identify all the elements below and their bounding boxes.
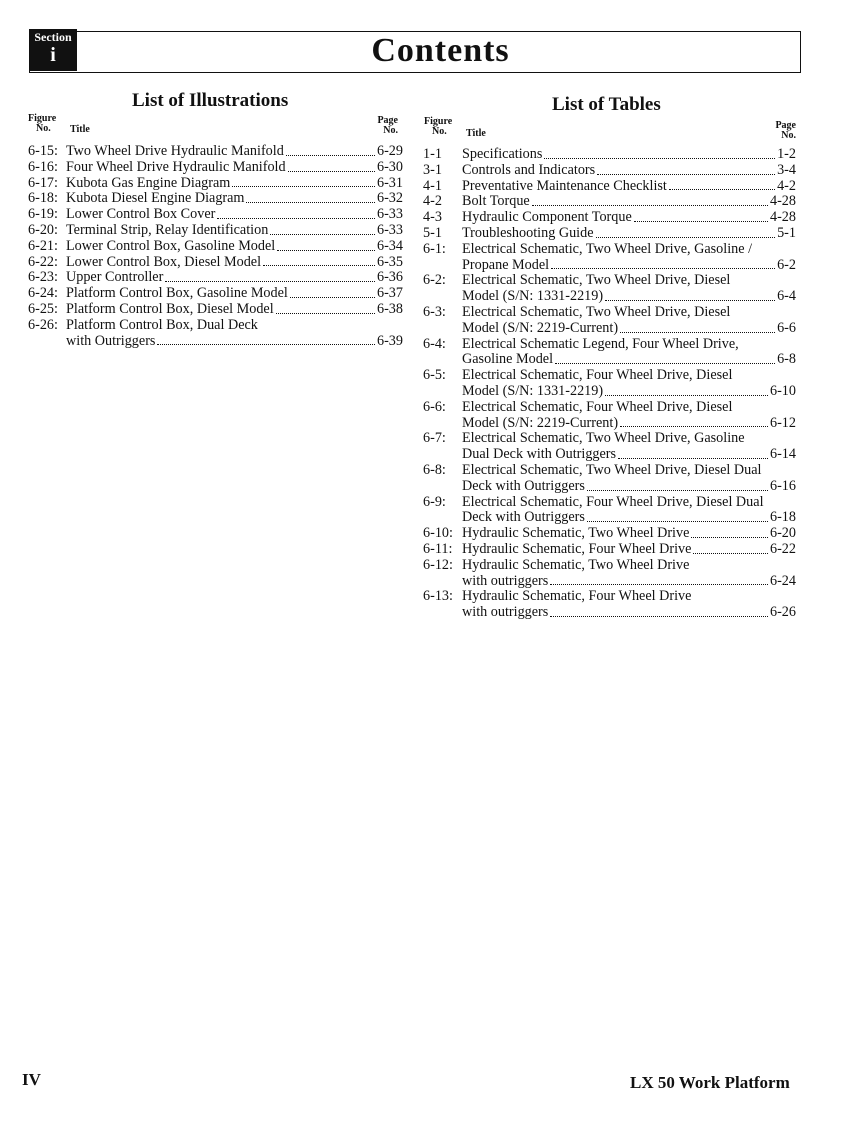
dot-leader <box>618 457 768 459</box>
illustrations-figure-col-header <box>28 114 56 134</box>
dot-leader <box>555 362 775 364</box>
dot-leader <box>634 220 768 222</box>
dot-leader <box>290 296 375 298</box>
illustrations-title-col-header: Title <box>70 124 90 135</box>
entry-number: 6-18: <box>28 190 58 207</box>
dot-leader <box>587 489 768 491</box>
entry-page: 6-10 <box>769 382 796 399</box>
dot-leader <box>288 170 375 172</box>
entry-title: Controls and Indicators <box>462 161 596 178</box>
entry-title-continued: Model (S/N: 1331-2219) <box>462 382 604 399</box>
entry-page: 6-30 <box>376 158 403 175</box>
entry-title-continued: with outriggers <box>462 572 549 589</box>
toc-entry <box>423 558 796 590</box>
entry-number: 6-3: <box>423 303 446 320</box>
toc-entry <box>423 179 796 195</box>
entry-page: 6-38 <box>376 300 403 317</box>
entry-page: 6-20 <box>769 525 796 542</box>
entry-title-continued: Model (S/N: 1331-2219) <box>462 288 604 305</box>
entry-page: 6-26 <box>769 604 796 621</box>
toc-entry <box>423 337 796 369</box>
section-number: i <box>50 44 56 66</box>
entry-title-continued: Model (S/N: 2219-Current) <box>462 319 619 336</box>
dot-leader <box>246 201 375 203</box>
entry-number: 6-25: <box>28 300 58 317</box>
entry-title: Electrical Schematic, Two Wheel Drive, Gasoline <box>462 430 745 447</box>
entry-number: 3-1 <box>423 161 442 178</box>
entry-page: 6-22 <box>769 540 796 557</box>
entry-number: 6-6: <box>423 398 446 415</box>
dot-leader <box>691 536 768 538</box>
entry-page: 6-36 <box>376 269 403 286</box>
entry-number: 5-1 <box>423 224 442 241</box>
entry-page: 6-18 <box>769 509 796 526</box>
entry-page: 6-12 <box>769 414 796 431</box>
tables-list <box>423 147 796 621</box>
toc-entry <box>423 400 796 432</box>
dot-leader <box>270 233 375 235</box>
entry-title: Troubleshooting Guide <box>462 224 594 241</box>
entry-title: Hydraulic Schematic, Two Wheel Drive <box>462 525 690 542</box>
entry-number: 4-1 <box>423 177 442 194</box>
entry-title-continued: Deck with Outriggers <box>462 477 585 494</box>
entry-page: 6-37 <box>376 285 403 302</box>
figure-col-line2: No. <box>36 123 51 134</box>
toc-entry <box>28 270 403 286</box>
toc-entry <box>423 431 796 463</box>
entry-number: 6-20: <box>28 221 58 238</box>
entry-page: 4-2 <box>777 177 796 194</box>
entry-page: 6-4 <box>777 288 796 305</box>
page-title: Contents <box>371 32 510 69</box>
entry-number: 6-26: <box>28 316 58 333</box>
entry-title: Lower Control Box, Diesel Model <box>66 253 262 270</box>
section-label: Section <box>34 30 72 44</box>
entry-number: 6-15: <box>28 143 58 159</box>
entry-number: 6-2: <box>423 272 446 289</box>
toc-entry <box>423 242 796 274</box>
dot-leader <box>276 312 375 314</box>
entry-number: 6-4: <box>423 335 446 352</box>
toc-entry <box>423 273 796 305</box>
entry-title: Lower Control Box, Gasoline Model <box>66 237 276 254</box>
entry-number: 6-10: <box>423 525 453 542</box>
toc-entry <box>28 318 403 350</box>
entry-number: 6-16: <box>28 158 58 175</box>
entry-page: 6-34 <box>376 237 403 254</box>
toc-entry <box>423 147 796 163</box>
entry-title-continued: Gasoline Model <box>462 351 554 368</box>
toc-entry <box>423 226 796 242</box>
toc-entry <box>423 194 796 210</box>
dot-leader <box>217 217 375 219</box>
tables-figure-col-header <box>424 117 452 137</box>
entry-title: Upper Controller <box>66 269 164 286</box>
entry-page: 6-39 <box>376 332 403 349</box>
entry-page: 6-8 <box>777 351 796 368</box>
tables-page-col-header <box>766 121 796 141</box>
dot-leader <box>597 173 775 175</box>
entry-title-continued: Dual Deck with Outriggers <box>462 446 617 463</box>
entry-title: Electrical Schematic, Two Wheel Drive, Gasoline / <box>462 240 753 257</box>
entry-title: Hydraulic Schematic, Four Wheel Drive <box>462 540 692 557</box>
entry-number: 1-1 <box>423 146 442 162</box>
entry-page: 6-29 <box>376 143 403 159</box>
entry-number: 6-12: <box>423 556 453 573</box>
tables-title-col-header: Title <box>466 128 486 139</box>
entry-page: 6-2 <box>777 256 796 273</box>
entry-number: 6-22: <box>28 253 58 270</box>
entry-title: Four Wheel Drive Hydraulic Manifold <box>66 158 286 175</box>
entry-title: Specifications <box>462 146 543 162</box>
toc-entry <box>423 163 796 179</box>
illustrations-page-col-header <box>370 116 398 136</box>
dot-leader <box>550 615 768 617</box>
entry-number: 6-13: <box>423 588 453 605</box>
entry-page: 6-33 <box>376 206 403 223</box>
entry-number: 4-3 <box>423 209 442 226</box>
toc-entry <box>423 589 796 621</box>
toc-entry <box>28 223 403 239</box>
entry-number: 6-11: <box>423 540 453 557</box>
entry-number: 6-21: <box>28 237 58 254</box>
toc-entry <box>423 305 796 337</box>
entry-title-continued: Propane Model <box>462 256 550 273</box>
entry-title: Two Wheel Drive Hydraulic Manifold <box>66 143 284 159</box>
dot-leader <box>550 583 768 585</box>
entry-title-continued: with outriggers <box>462 604 549 621</box>
dot-leader <box>232 185 375 187</box>
dot-leader <box>669 188 775 190</box>
dot-leader <box>165 280 375 282</box>
page-number: IV <box>22 1070 41 1089</box>
toc-entry <box>423 210 796 226</box>
entry-page: 6-24 <box>769 572 796 589</box>
entry-number: 6-1: <box>423 240 446 257</box>
entry-title: Electrical Schematic, Four Wheel Drive, Diesel <box>462 367 733 384</box>
entry-number: 4-2 <box>423 193 442 210</box>
toc-entry <box>28 207 403 223</box>
entry-title: Kubota Diesel Engine Diagram <box>66 190 245 207</box>
entry-page: 4-28 <box>769 193 796 210</box>
entry-title: Electrical Schematic, Four Wheel Drive, Diesel <box>462 398 733 415</box>
page-col-line2: No. <box>781 130 796 141</box>
dot-leader <box>277 249 375 251</box>
entry-page: 6-32 <box>376 190 403 207</box>
toc-entry <box>28 160 403 176</box>
entry-page: 3-4 <box>777 161 796 178</box>
page-col-line2: No. <box>383 125 398 136</box>
toc-entry <box>28 286 403 302</box>
toc-entry <box>423 463 796 495</box>
entry-number: 6-7: <box>423 430 446 447</box>
dot-leader <box>532 204 768 206</box>
page-col-line1: Page <box>775 120 796 131</box>
entry-title: Platform Control Box, Gasoline Model <box>66 285 288 302</box>
toc-entry <box>423 368 796 400</box>
entry-page: 6-33 <box>376 221 403 238</box>
entry-title: Electrical Schematic, Four Wheel Drive, Diesel Dual <box>462 493 764 510</box>
entry-title: Platform Control Box, Diesel Model <box>66 300 274 317</box>
illustrations-list <box>28 144 403 349</box>
entry-title-continued: Model (S/N: 2219-Current) <box>462 414 619 431</box>
toc-entry <box>28 176 403 192</box>
entry-title-continued: Deck with Outriggers <box>462 509 585 526</box>
entry-number: 6-19: <box>28 206 58 223</box>
entry-title: Electrical Schematic, Two Wheel Drive, Diesel Dual <box>462 461 762 478</box>
figure-col-line1: Figure <box>28 113 57 124</box>
entry-title: Hydraulic Schematic, Four Wheel Drive <box>462 588 692 605</box>
illustrations-heading: List of Illustrations <box>132 90 289 111</box>
dot-leader <box>605 394 768 396</box>
entry-page: 6-35 <box>376 253 403 270</box>
entry-title: Bolt Torque <box>462 193 530 210</box>
entry-title-continued: with Outriggers <box>66 332 156 349</box>
dot-leader <box>286 154 375 156</box>
section-badge <box>29 29 77 71</box>
toc-entry <box>28 144 403 160</box>
toc-entry <box>423 526 796 542</box>
page-col-line1: Page <box>377 115 398 126</box>
dot-leader <box>544 157 775 159</box>
entry-title: Preventative Maintenance Checklist <box>462 177 667 194</box>
tables-heading: List of Tables <box>552 94 661 115</box>
entry-title: Hydraulic Schematic, Two Wheel Drive <box>462 556 690 573</box>
entry-number: 6-17: <box>28 174 58 191</box>
dot-leader <box>620 331 775 333</box>
entry-title: Electrical Schematic Legend, Four Wheel Drive, <box>462 335 739 352</box>
entry-number: 6-24: <box>28 285 58 302</box>
entry-title: Electrical Schematic, Two Wheel Drive, Diesel <box>462 303 731 320</box>
entry-page: 6-16 <box>769 477 796 494</box>
entry-page: 4-28 <box>769 209 796 226</box>
entry-page: 6-6 <box>777 319 796 336</box>
toc-entry <box>423 542 796 558</box>
entry-title: Electrical Schematic, Two Wheel Drive, Diesel <box>462 272 731 289</box>
toc-entry <box>423 495 796 527</box>
dot-leader <box>605 299 775 301</box>
toc-entry <box>28 255 403 271</box>
toc-entry <box>28 302 403 318</box>
dot-leader <box>596 236 776 238</box>
entry-title: Terminal Strip, Relay Identification <box>66 221 269 238</box>
entry-title: Hydraulic Component Torque <box>462 209 632 226</box>
document-title: LX 50 Work Platform <box>630 1073 790 1092</box>
dot-leader <box>587 520 768 522</box>
toc-entry <box>28 191 403 207</box>
entry-page: 5-1 <box>777 224 796 241</box>
entry-number: 6-9: <box>423 493 446 510</box>
entry-page: 1-2 <box>777 146 796 162</box>
entry-page: 6-14 <box>769 446 796 463</box>
toc-entry <box>28 239 403 255</box>
dot-leader <box>263 264 375 266</box>
entry-title: Platform Control Box, Dual Deck <box>66 316 258 333</box>
dot-leader <box>551 267 775 269</box>
entry-title: Kubota Gas Engine Diagram <box>66 174 231 191</box>
figure-col-line1: Figure <box>424 116 453 127</box>
entry-number: 6-5: <box>423 367 446 384</box>
entry-title: Lower Control Box Cover <box>66 206 216 223</box>
entry-number: 6-8: <box>423 461 446 478</box>
dot-leader <box>620 425 768 427</box>
entry-number: 6-23: <box>28 269 58 286</box>
dot-leader <box>157 343 375 345</box>
figure-col-line2: No. <box>432 126 447 137</box>
entry-page: 6-31 <box>376 174 403 191</box>
dot-leader <box>693 552 768 554</box>
